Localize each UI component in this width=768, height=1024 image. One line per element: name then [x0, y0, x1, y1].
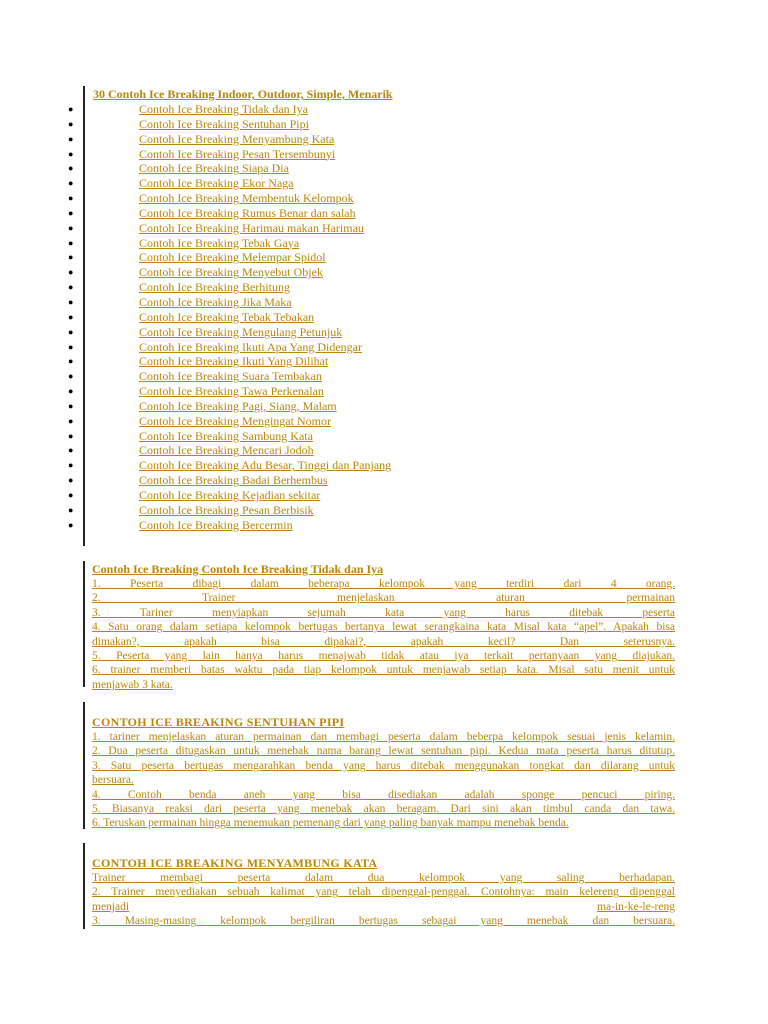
paragraph-line: 5. Biasanya reaksi dari peserta yang menebak akan beragam. Dari sini akan timbul canda dan tawa.	[92, 803, 675, 816]
bullet-icon: ●	[68, 519, 74, 530]
paragraph-line: 6. Teruskan permainan hingga menemukan pemenang dari yang paling banyak mampu menebak benda.	[92, 817, 569, 830]
bullet-icon: ●	[68, 296, 74, 307]
toc-link[interactable]: Contoh Ice Breaking Melempar Spidol	[139, 250, 326, 265]
toc-link[interactable]: Contoh Ice Breaking Menyambung Kata	[139, 131, 335, 146]
margin-bar-section-3	[83, 843, 85, 929]
section-title: CONTOH ICE BREAKING SENTUHAN PIPI	[92, 715, 345, 729]
toc-link[interactable]: Contoh Ice Breaking Membentuk Kelompok	[139, 191, 354, 206]
bullet-icon: ●	[68, 207, 74, 218]
toc-item	[58, 265, 678, 280]
toc-link[interactable]: Contoh Ice Breaking Tidak dan Iya	[139, 102, 308, 116]
bullet-icon: ●	[68, 460, 74, 471]
toc-link[interactable]: Contoh Ice Breaking Mencari Jodoh	[139, 443, 314, 458]
paragraph-line: 3. Satu peserta bertugas mengarahkan benda yang harus ditebak menggunakan tongkat dan dilarang untuk	[92, 759, 675, 772]
bullet-icon: ●	[68, 148, 74, 159]
toc-item	[58, 176, 678, 191]
bullet-icon: ●	[68, 193, 74, 204]
bullet-icon: ●	[68, 104, 74, 114]
toc-link[interactable]: Contoh Ice Breaking Menyebut Objek	[139, 265, 323, 280]
toc-item	[58, 102, 678, 117]
paragraph-line: 2. Trainer menyediakan sebuah kalimat yang telah dipenggal-penggal. Contohnya: main kelereng dipenggal	[92, 886, 675, 899]
section-menyambung-kata	[92, 856, 675, 929]
bullet-icon: ●	[68, 356, 74, 367]
bullet-icon: ●	[68, 386, 74, 397]
toc-item	[58, 147, 678, 162]
toc-link[interactable]: Contoh Ice Breaking Sambung Kata	[139, 428, 313, 443]
toc-item	[58, 132, 678, 147]
toc-link[interactable]: Contoh Ice Breaking Tebak Tebakan	[139, 309, 315, 324]
paragraph-line: 4. Satu orang dalam setiapa kelompok bertugas bertanya lewat serangkaina kata Misal kata “apel”. Apakah bisa	[92, 621, 675, 634]
bullet-icon: ●	[68, 282, 74, 293]
toc-item	[58, 518, 678, 533]
paragraph-line	[92, 900, 675, 914]
toc-link[interactable]: Contoh Ice Breaking Bercermin	[139, 517, 293, 532]
bullet-icon: ●	[68, 415, 74, 426]
toc-item	[58, 399, 678, 414]
table-of-contents	[58, 86, 678, 532]
toc-link[interactable]: Contoh Ice Breaking Rumus Benar dan salah	[139, 205, 356, 220]
toc-link[interactable]: Contoh Ice Breaking Harimau makan Harimau	[139, 220, 364, 235]
paragraph-line: Trainer membagi peserta dalam dua kelompok yang saling berhadapan.	[92, 872, 675, 884]
toc-link[interactable]: Contoh Ice Breaking Kejadian sekitar	[139, 487, 321, 502]
margin-bar-section-1	[83, 561, 85, 687]
section-sentuhan-pipi	[92, 715, 675, 831]
toc-link[interactable]: Contoh Ice Breaking Siapa Dia	[139, 161, 289, 176]
paragraph-line: 2. Dua peserta ditugaskan untuk menebak nama barang lewat sentuhan pipi. Kedua mata peserta harus ditutup.	[92, 745, 675, 758]
toc-item	[58, 250, 678, 265]
section-tidak-dan-iya	[92, 562, 675, 692]
paragraph-line: 3. Tariner menyiapkan sejumah kata yang harus ditebak peserta	[92, 606, 675, 619]
bullet-icon: ●	[68, 118, 74, 129]
paragraph-line: 6. trainer memberi batas waktu pada tiap kelompok untuk menjawab setiap kata. Misal satu menit untuk	[92, 664, 675, 677]
section-title: Contoh Ice Breaking Contoh Ice Breaking Tidak dan Iya	[92, 562, 384, 576]
toc-item	[58, 503, 678, 518]
margin-bar-section-2	[83, 702, 85, 829]
bullet-icon: ●	[68, 371, 74, 382]
toc-link[interactable]: Contoh Ice Breaking Ikuti Apa Yang Didengar	[139, 339, 362, 354]
toc-item	[58, 206, 678, 221]
toc-item	[58, 488, 678, 503]
bullet-icon: ●	[68, 267, 74, 278]
bullet-icon: ●	[68, 178, 74, 189]
toc-link[interactable]: Contoh Ice Breaking Tebak Gaya	[139, 235, 300, 250]
toc-link[interactable]: Contoh Ice Breaking Ekor Naga	[139, 176, 294, 191]
toc-item	[58, 384, 678, 399]
paragraph-line: 5. Peserta yang lain hanya harus menajwab tidak atau iya terkait pertanyaan yang diajukan.	[92, 650, 675, 663]
toc-item	[58, 473, 678, 488]
bullet-icon: ●	[68, 311, 74, 322]
toc-link[interactable]: Contoh Ice Breaking Suara Tembakan	[139, 369, 322, 384]
toc-item	[58, 354, 678, 369]
toc-link[interactable]: Contoh Ice Breaking Pagi, Siang, Malam	[139, 398, 337, 413]
word: ma-in-ke-le-reng	[597, 900, 675, 913]
toc-item	[58, 280, 678, 295]
toc-link[interactable]: Contoh Ice Breaking Mengulang Petunjuk	[139, 324, 343, 339]
toc-link[interactable]: Contoh Ice Breaking Mengingat Nomor	[139, 413, 331, 428]
toc-link[interactable]: Contoh Ice Breaking Adu Besar, Tinggi dan Panjang	[139, 458, 392, 473]
bullet-icon: ●	[68, 400, 74, 411]
toc-item	[58, 443, 678, 458]
bullet-icon: ●	[68, 163, 74, 174]
toc-item	[58, 191, 678, 206]
toc-item	[58, 325, 678, 340]
paragraph-line: 3. Masing-masing kelompok bergiliran bertugas sebagai yang menebak dan bersuara.	[92, 915, 675, 928]
bullet-icon: ●	[68, 222, 74, 233]
bullet-icon: ●	[68, 341, 74, 352]
toc-link[interactable]: Contoh Ice Breaking Pesan Berbisik	[139, 502, 314, 517]
toc-item	[58, 369, 678, 384]
toc-item	[58, 414, 678, 429]
bullet-icon: ●	[68, 445, 74, 456]
word: menjadi	[92, 900, 130, 913]
toc-title[interactable]: 30 Contoh Ice Breaking Indoor, Outdoor, Simple, Menarik	[93, 87, 393, 101]
toc-item	[58, 221, 678, 236]
bullet-icon: ●	[68, 326, 74, 337]
toc-link[interactable]: Contoh Ice Breaking Berhitung	[139, 280, 290, 295]
bullet-icon: ●	[68, 237, 74, 248]
toc-link[interactable]: Contoh Ice Breaking Tawa Perkenalan	[139, 384, 324, 399]
toc-item	[58, 161, 678, 176]
paragraph-line: 2. Trainer menjelaskan aturan permainan	[92, 592, 675, 605]
paragraph-line: 1. tariner menjelaskan aturan permainan dan membagi peserta dalam beberpa kelompok sesuai jenis kelamin.	[92, 731, 675, 743]
toc-list	[58, 102, 678, 532]
bullet-icon: ●	[68, 504, 74, 515]
paragraph-line: bersuara.	[92, 774, 134, 787]
toc-item	[58, 458, 678, 473]
toc-item	[58, 117, 678, 132]
bullet-icon: ●	[68, 252, 74, 263]
toc-link[interactable]: Contoh Ice Breaking Badai Berhembus	[139, 473, 328, 488]
bullet-icon: ●	[68, 133, 74, 144]
paragraph-line: dimakan?, apakah bisa dipakai?, apakah kecil? Dan seterusnya.	[92, 635, 675, 648]
bullet-icon: ●	[68, 475, 74, 486]
toc-item	[58, 429, 678, 444]
bullet-icon: ●	[68, 489, 74, 500]
toc-item	[58, 295, 678, 310]
paragraph-line: 1. Peserta dibagi dalam beberapa kelompok yang terdiri dari 4 orang.	[92, 578, 675, 590]
toc-item	[58, 340, 678, 355]
toc-link[interactable]: Contoh Ice Breaking Jika Maka	[139, 294, 292, 309]
toc-item	[58, 310, 678, 325]
toc-link[interactable]: Contoh Ice Breaking Sentuhan Pipi	[139, 116, 309, 131]
bullet-icon: ●	[68, 430, 74, 441]
toc-link[interactable]: Contoh Ice Breaking Pesan Tersembunyi	[139, 146, 336, 161]
paragraph-line: menjawab 3 kata.	[92, 678, 173, 691]
toc-item	[58, 236, 678, 251]
toc-link[interactable]: Contoh Ice Breaking Ikuti Yang Dilihat	[139, 354, 329, 369]
section-title: CONTOH ICE BREAKING MENYAMBUNG KATA	[92, 856, 378, 870]
paragraph-line: 4. Contoh benda aneh yang bisa disediakan adalah sponge pencuci piring.	[92, 788, 675, 801]
